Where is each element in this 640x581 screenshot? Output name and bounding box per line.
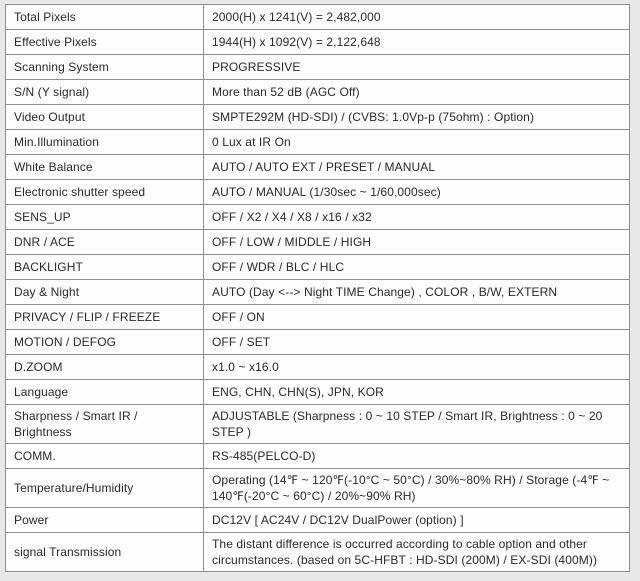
spec-label-cell: Effective Pixels	[6, 30, 204, 55]
spec-value-cell: AUTO / MANUAL (1/30sec ~ 1/60,000sec)	[204, 180, 630, 205]
table-row	[6, 105, 630, 130]
spec-value-cell: ENG, CHN, CHN(S), JPN, KOR	[204, 380, 630, 405]
spec-value-cell: 2000(H) x 1241(V) = 2,482,000	[204, 5, 630, 30]
table-row	[6, 280, 630, 305]
spec-value-cell: AUTO / AUTO EXT / PRESET / MANUAL	[204, 155, 630, 180]
spec-label-cell: Day & Night	[6, 280, 204, 305]
table-row	[6, 155, 630, 180]
table-row	[6, 80, 630, 105]
spec-label-cell: Language	[6, 380, 204, 405]
spec-label-cell: Total Pixels	[6, 5, 204, 30]
spec-value-cell: OFF / SET	[204, 330, 630, 355]
table-row	[6, 405, 630, 444]
spec-value-cell: 0 Lux at IR On	[204, 130, 630, 155]
spec-label-cell: MOTION / DEFOG	[6, 330, 204, 355]
table-row	[6, 180, 630, 205]
table-row	[6, 533, 630, 572]
table-row	[6, 508, 630, 533]
spec-label-cell: COMM.	[6, 444, 204, 469]
table-row	[6, 469, 630, 508]
spec-label-cell: Min.Illumination	[6, 130, 204, 155]
spec-label-cell: D.ZOOM	[6, 355, 204, 380]
table-row	[6, 444, 630, 469]
table-row	[6, 355, 630, 380]
table-row	[6, 130, 630, 155]
table-row	[6, 330, 630, 355]
spec-table	[5, 4, 630, 572]
spec-value-cell: The distant difference is occurred according to cable option and other circumstances. (based on 5C-HFBT : HD-SDI (200M) / EX-SDI (400M))	[204, 533, 630, 572]
spec-label-cell: BACKLIGHT	[6, 255, 204, 280]
spec-value-cell: OFF / X2 / X4 / X8 / x16 / x32	[204, 205, 630, 230]
spec-value-cell: x1.0 ~ x16.0	[204, 355, 630, 380]
spec-value-cell: DC12V [ AC24V / DC12V DualPower (option) ]	[204, 508, 630, 533]
spec-value-cell: OFF / ON	[204, 305, 630, 330]
spec-label-cell: White Balance	[6, 155, 204, 180]
spec-value-cell: AUTO (Day <--> Night TIME Change) , COLOR , B/W, EXTERN	[204, 280, 630, 305]
table-row	[6, 5, 630, 30]
table-row	[6, 255, 630, 280]
spec-label-cell: S/N (Y signal)	[6, 80, 204, 105]
spec-value-cell: Operating (14℉ ~ 120℉(-10°C ~ 50°C) / 30%~80% RH) / Storage (-4℉ ~ 140℉(-20°C ~ 60°C) / 20%~90% RH)	[204, 469, 630, 508]
table-row	[6, 380, 630, 405]
spec-value-cell: PROGRESSIVE	[204, 55, 630, 80]
spec-value-cell: OFF / LOW / MIDDLE / HIGH	[204, 230, 630, 255]
spec-value-cell: SMPTE292M (HD-SDI) / (CVBS: 1.0Vp-p (75ohm) : Option)	[204, 105, 630, 130]
spec-value-cell: OFF / WDR / BLC / HLC	[204, 255, 630, 280]
spec-value-cell: RS-485(PELCO-D)	[204, 444, 630, 469]
spec-value-cell: More than 52 dB (AGC Off)	[204, 80, 630, 105]
table-row	[6, 205, 630, 230]
spec-label-cell: Video Output	[6, 105, 204, 130]
spec-label-cell: Scanning System	[6, 55, 204, 80]
table-row	[6, 230, 630, 255]
spec-label-cell: Electronic shutter speed	[6, 180, 204, 205]
table-row	[6, 30, 630, 55]
spec-label-cell: PRIVACY / FLIP / FREEZE	[6, 305, 204, 330]
spec-label-cell: Temperature/Humidity	[6, 469, 204, 508]
table-row	[6, 55, 630, 80]
spec-value-cell: 1944(H) x 1092(V) = 2,122,648	[204, 30, 630, 55]
table-row	[6, 305, 630, 330]
spec-table-body	[6, 5, 630, 572]
spec-label-cell: Sharpness / Smart IR / Brightness	[6, 405, 204, 444]
spec-value-cell: ADJUSTABLE (Sharpness : 0 ~ 10 STEP / Smart IR, Brightness : 0 ~ 20 STEP )	[204, 405, 630, 444]
spec-label-cell: DNR / ACE	[6, 230, 204, 255]
spec-sheet	[5, 4, 630, 572]
spec-label-cell: Power	[6, 508, 204, 533]
spec-label-cell: SENS_UP	[6, 205, 204, 230]
spec-label-cell: signal Transmission	[6, 533, 204, 572]
